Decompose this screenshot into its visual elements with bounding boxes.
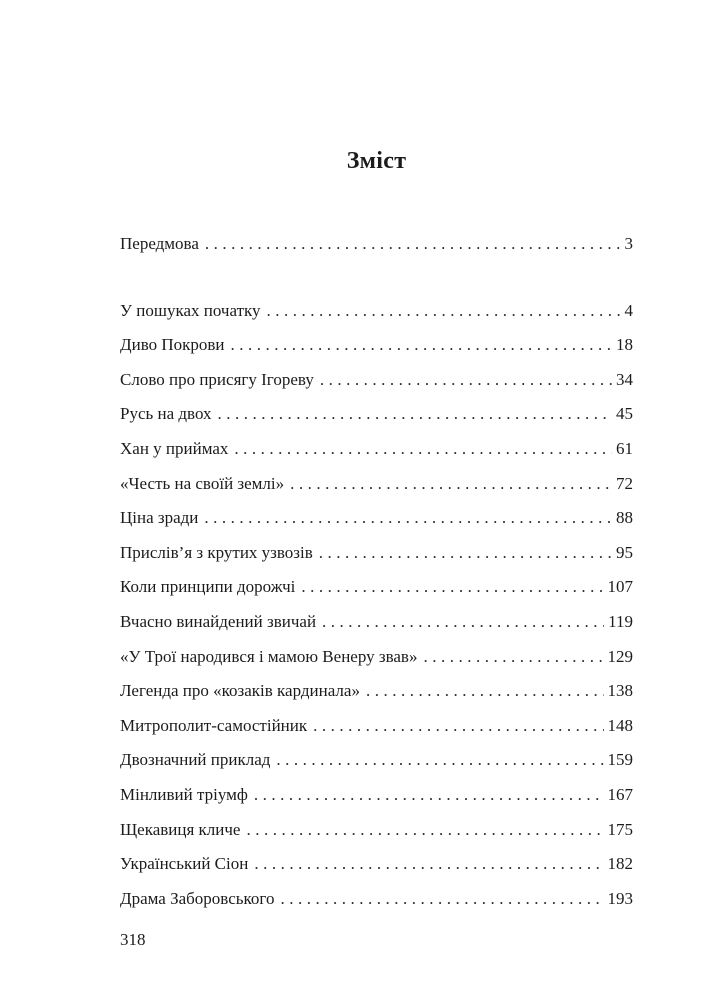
- toc-entry-label: Мінливий тріумф: [120, 784, 248, 804]
- toc-entry: [120, 294, 633, 329]
- toc-entry: [120, 743, 633, 778]
- toc-entry: [120, 432, 633, 467]
- dot-leader: [319, 536, 612, 571]
- toc-entry-label: Український Сіон: [120, 854, 249, 874]
- dot-leader: [234, 432, 612, 467]
- toc-entry-page: 182: [607, 854, 633, 874]
- dot-leader: [313, 709, 603, 744]
- toc-entry-page: 61: [616, 438, 633, 458]
- toc-entry: [120, 674, 633, 709]
- toc-entry-label: Драма Заборовського: [120, 888, 275, 908]
- toc-entry-page: 119: [608, 611, 633, 631]
- toc-entry: [120, 536, 633, 571]
- toc-entry-label: «У Трої народився і мамою Венеру звав»: [120, 646, 418, 666]
- toc-entry: [120, 227, 633, 262]
- toc-entry: [120, 605, 633, 640]
- dot-leader: [301, 570, 603, 605]
- toc-entry-page: 175: [607, 819, 633, 839]
- toc-entry: [120, 882, 633, 917]
- toc-entry-label: «Честь на своїй землі»: [120, 473, 285, 493]
- toc-entry-page: 95: [616, 542, 633, 562]
- dot-leader: [246, 813, 603, 848]
- toc-entry-page: 193: [607, 888, 633, 908]
- toc-entry-label: Митрополит-самостійник: [120, 715, 308, 735]
- toc-entry-page: 45: [616, 404, 633, 424]
- dot-leader: [280, 882, 603, 917]
- dot-leader: [254, 847, 603, 882]
- toc-entry: [120, 397, 633, 432]
- toc-entry: [120, 570, 633, 605]
- dot-leader: [218, 397, 612, 432]
- toc-entry-label: Хан у приймах: [120, 438, 229, 458]
- footer-page-number: 318: [120, 930, 146, 949]
- toc-entry-page: 88: [616, 508, 633, 528]
- toc-entry-page: 167: [607, 784, 633, 804]
- toc-entry-page: 3: [624, 234, 633, 253]
- toc-entry-page: 34: [616, 369, 633, 389]
- toc-entry-page: 159: [607, 750, 633, 770]
- toc-entry-label: Коли принципи дорожчі: [120, 577, 296, 597]
- toc-entry-label: Щекавиця кличе: [120, 819, 241, 839]
- toc-entry: [120, 328, 633, 363]
- toc-entry-label: Двозначний приклад: [120, 750, 271, 770]
- toc-entry: [120, 813, 633, 848]
- toc-entry-page: 4: [624, 300, 633, 320]
- toc-entry-label: Передмова: [120, 234, 199, 253]
- toc-entry-label: Прислів’я з крутих узвозів: [120, 542, 313, 562]
- toc-entry: [120, 640, 633, 675]
- toc-entry: [120, 778, 633, 813]
- toc-entry: [120, 363, 633, 398]
- dot-leader: [204, 501, 612, 536]
- dot-leader: [205, 227, 621, 262]
- toc-entry-label: Ціна зради: [120, 508, 199, 528]
- toc-entry: [120, 709, 633, 744]
- dot-leader: [231, 328, 612, 363]
- dot-leader: [423, 640, 603, 675]
- toc-entry-page: 138: [607, 681, 633, 701]
- dot-leader: [267, 294, 621, 329]
- toc-entry-label: Диво Покрови: [120, 335, 225, 355]
- toc-entry-page: 107: [607, 577, 633, 597]
- toc-entry: [120, 467, 633, 502]
- dot-leader: [254, 778, 604, 813]
- toc-entry-label: Вчасно винайдений звичай: [120, 611, 317, 631]
- page-title: Зміст: [346, 148, 407, 174]
- toc-entry-page: 129: [607, 646, 633, 666]
- toc-entry-page: 18: [616, 335, 633, 355]
- toc-entry-label: Русь на двох: [120, 404, 212, 424]
- dot-leader: [320, 363, 612, 398]
- toc-entry-label: Легенда про «козаків кардинала»: [120, 681, 360, 701]
- dot-leader: [322, 605, 604, 640]
- toc-entry-page: 72: [616, 473, 633, 493]
- dot-leader: [276, 743, 603, 778]
- toc-entry-page: 148: [607, 715, 633, 735]
- toc-entry: [120, 501, 633, 536]
- dot-leader: [290, 467, 612, 502]
- toc-entry-label: У пошуках початку: [120, 300, 261, 320]
- toc-entry: [120, 847, 633, 882]
- dot-leader: [366, 674, 604, 709]
- toc-list: [120, 227, 633, 916]
- toc-entry-label: Слово про присягу Ігореву: [120, 369, 314, 389]
